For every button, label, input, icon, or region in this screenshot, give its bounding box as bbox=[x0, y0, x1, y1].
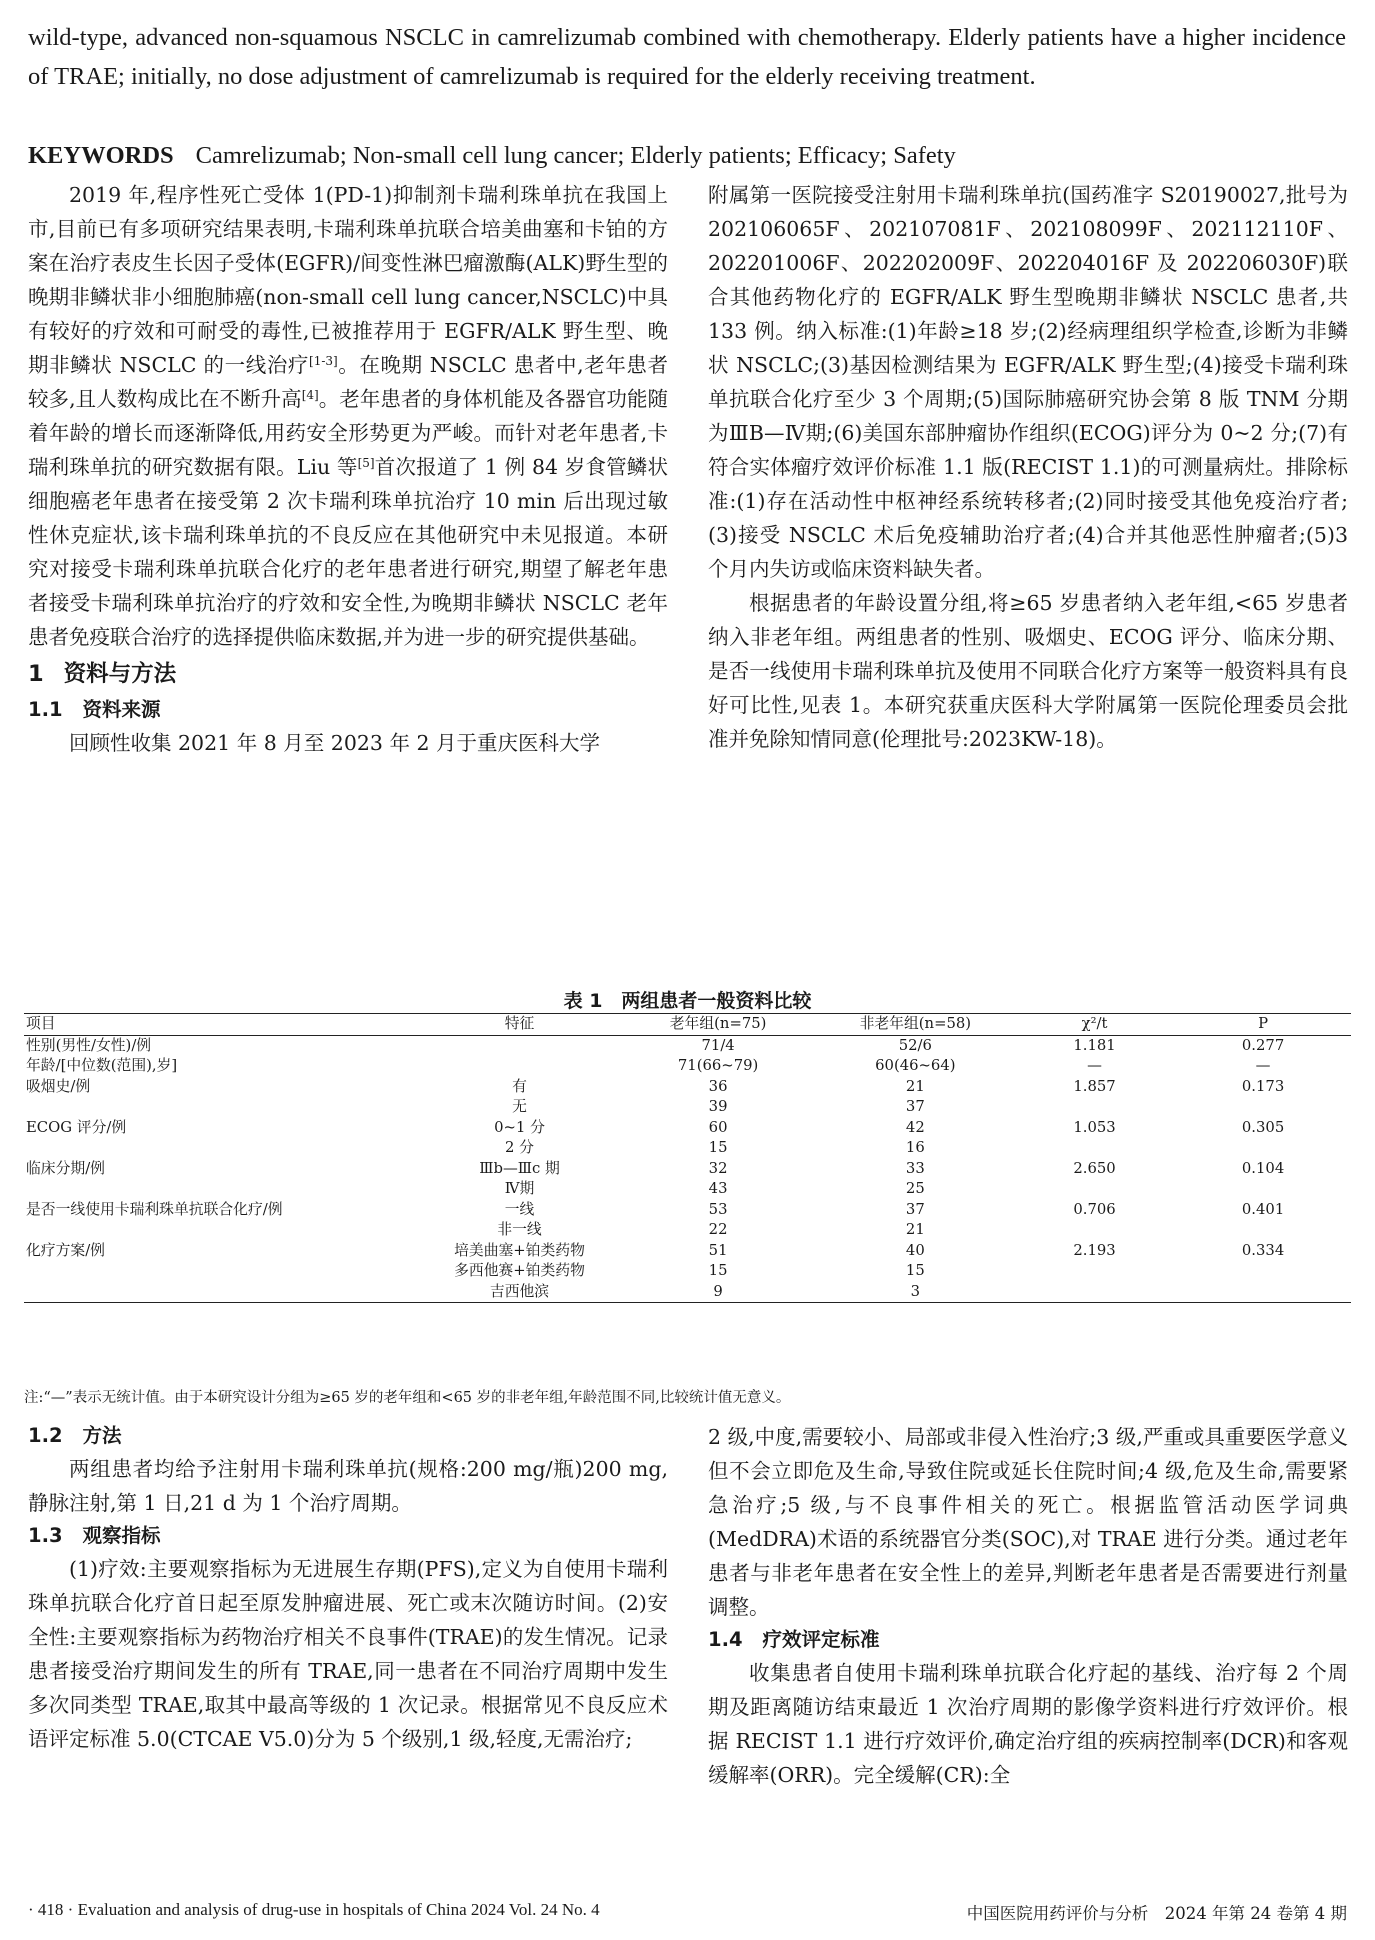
table-row bbox=[24, 1097, 1351, 1118]
table-cell: 42 bbox=[905, 1118, 925, 1136]
table-cell: 21 bbox=[905, 1077, 925, 1095]
paragraph-1-1: 回顾性收集 2021 年 8 月至 2023 年 2 月于重庆医科大学 bbox=[69, 731, 601, 755]
table-row bbox=[24, 1179, 1351, 1200]
table-title: 表 1 两组患者一般资料比较 bbox=[563, 990, 812, 1012]
table-row bbox=[24, 1138, 1351, 1159]
table-cell: ECOG 评分/例 bbox=[26, 1118, 127, 1136]
table-cell bbox=[24, 1261, 420, 1282]
table-cell: 22 bbox=[708, 1221, 728, 1238]
table-cell: 51 bbox=[708, 1241, 728, 1259]
table-cell: 1.181 bbox=[1073, 1036, 1116, 1054]
table-cell: Ⅳ期 bbox=[504, 1180, 535, 1197]
upper-left-column bbox=[28, 178, 668, 760]
section-heading-1-1: 1.1 资料来源 bbox=[28, 698, 161, 721]
table-cell: 60 bbox=[708, 1118, 728, 1136]
col-header: 项目 bbox=[24, 1014, 420, 1036]
col-header: 非老年组(n=58) bbox=[817, 1014, 1014, 1036]
table-cell: 16 bbox=[905, 1139, 925, 1156]
table-cell: 性别(男性/女性)/例 bbox=[26, 1036, 152, 1054]
table-cell: 临床分期/例 bbox=[26, 1159, 105, 1177]
table-cell: 37 bbox=[905, 1200, 925, 1218]
col-header: P bbox=[1175, 1014, 1351, 1036]
table-cell: 非一线 bbox=[497, 1221, 542, 1238]
table-cell bbox=[24, 1220, 420, 1241]
paragraph-ctcae-grades: 2 级,中度,需要较小、局部或非侵入性治疗;3 级,严重或具重要医学意义但不会立即危及生命,导致住院或延长住院时间;4 级,危及生命,需要紧急治疗;5 级,与不良事件相关的死亡。根据监管活动医学词典(MedDRA)术语的系统器官分类(SOC),对 TRAE 进行分类。通过老年患者与非老年患者在安全性上的差异,判断老年患者是否需要进行剂量调整。 bbox=[708, 1425, 1348, 1619]
keywords-label: KEYWORDS bbox=[28, 142, 174, 169]
table-cell: 0.401 bbox=[1241, 1200, 1285, 1218]
table-cell: 21 bbox=[905, 1221, 925, 1238]
table-cell: 39 bbox=[708, 1098, 728, 1115]
table-cell: 0.104 bbox=[1241, 1159, 1285, 1177]
col-header: 特征 bbox=[420, 1014, 620, 1036]
table-row bbox=[24, 1261, 1351, 1282]
table-cell: 71/4 bbox=[701, 1036, 735, 1054]
col-header: χ²/t bbox=[1014, 1014, 1175, 1036]
table-cell: 32 bbox=[708, 1159, 728, 1177]
table-cell: 15 bbox=[905, 1262, 925, 1279]
table-row bbox=[24, 1159, 1351, 1180]
table-cell: 37 bbox=[905, 1098, 925, 1115]
abstract-tail: wild-type, advanced non-squamous NSCLC in camrelizumab combined with chemotherapy. Elderly patients have a higher incidence of TRAE; initially, no dose adjustment of camrelizumab is required for the elderly receiving treatment. bbox=[28, 24, 1346, 90]
table-cell: 化疗方案/例 bbox=[26, 1241, 105, 1259]
table-cell: 15 bbox=[708, 1139, 728, 1156]
table-cell: 52/6 bbox=[898, 1036, 932, 1054]
table-1 bbox=[24, 1013, 1351, 1303]
table-cell: 40 bbox=[905, 1241, 925, 1259]
footer-journal-en: · 418 · Evaluation and analysis of drug-use in hospitals of China 2024 Vol. 24 No. 4 bbox=[28, 1900, 600, 1919]
table-cell bbox=[1014, 1097, 1175, 1118]
table-cell: 2.650 bbox=[1073, 1159, 1116, 1177]
table-cell bbox=[1175, 1282, 1351, 1303]
table-cell bbox=[24, 1179, 420, 1200]
table-cell bbox=[24, 1282, 420, 1303]
table-cell bbox=[1014, 1138, 1175, 1159]
table-cell: 15 bbox=[708, 1262, 728, 1279]
table-cell: 年龄/[中位数(范围),岁] bbox=[26, 1057, 178, 1074]
section-heading-1: 1 资料与方法 bbox=[28, 661, 177, 687]
section-heading-1-2: 1.2 方法 bbox=[28, 1424, 122, 1447]
table-cell: 吸烟史/例 bbox=[26, 1077, 91, 1095]
table-cell: 33 bbox=[905, 1159, 925, 1177]
table-cell: 0.305 bbox=[1241, 1118, 1285, 1136]
table-row bbox=[24, 1035, 1351, 1056]
table-cell: 是否一线使用卡瑞利珠单抗联合化疗/例 bbox=[26, 1200, 283, 1218]
table-cell: 71(66~79) bbox=[677, 1057, 759, 1074]
intro-paragraph: 2019 年,程序性死亡受体 1(PD-1)抑制剂卡瑞利珠单抗在我国上市,目前已有多项研究结果表明,卡瑞利珠单抗联合培美曲塞和卡铂的方案在治疗表皮生长因子受体(EGFR)/间变性淋巴瘤激酶(ALK)野生型的晚期非鳞状非小细胞肺癌(non-small cell lung cancer,NSCLC)中具有较好的疗效和可耐受的毒性,已被推荐用于 EGFR/ALK 野生型、晚期非鳞状 NSCLC 的一线治疗[1-3]。在晚期 NSCLC 患者中,老年患者较多,且人数构成比在不断升高[4]。老年患者的身体机能及各器官功能随着年龄的增长而逐渐降低,用药安全形势更为严峻。而针对老年患者,卡瑞利珠单抗的研究数据有限。Liu 等[5]首次报道了 1 例 84 岁食管鳞状细胞癌老年患者在接受第 2 次卡瑞利珠单抗治疗 10 min 后出现过敏性休克症状,该卡瑞利珠单抗的不良反应在其他研究中未见报道。本研究对接受卡瑞利珠单抗联合化疗的老年患者进行研究,期望了解老年患者接受卡瑞利珠单抗治疗的疗效和安全性,为晚期非鳞状 NSCLC 老年患者免疫联合治疗的选择提供临床数据,并为进一步的研究提供基础。 bbox=[28, 183, 669, 649]
table-cell bbox=[1014, 1282, 1175, 1303]
table-cell bbox=[1175, 1138, 1351, 1159]
table-row bbox=[24, 1282, 1351, 1303]
table-cell bbox=[420, 1056, 620, 1077]
table-cell bbox=[1014, 1220, 1175, 1241]
table-note: 注:“—”表示无统计值。由于本研究设计分组为≥65 岁的老年组和<65 岁的非老年组,年龄范围不同,比较统计值无意义。 bbox=[24, 1390, 791, 1406]
table-row bbox=[24, 1241, 1351, 1262]
table-cell bbox=[24, 1138, 420, 1159]
lower-left-column bbox=[28, 1420, 668, 1756]
table-cell: 多西他赛+铂类药物 bbox=[454, 1262, 585, 1279]
table-cell: 0.277 bbox=[1241, 1036, 1285, 1054]
table-cell: 0.173 bbox=[1241, 1077, 1285, 1095]
paragraph-1-4: 收集患者自使用卡瑞利珠单抗联合化疗起的基线、治疗每 2 个周期及距离随访结束最近 1 次治疗周期的影像学资料进行疗效评价。根据 RECIST 1.1 进行疗效评价,确定治疗组的疾病控制率(DCR)和客观缓解率(ORR)。完全缓解(CR):全 bbox=[708, 1661, 1348, 1787]
table-cell: 3 bbox=[817, 1282, 1014, 1303]
table-header-row bbox=[24, 1014, 1351, 1036]
table-cell: — bbox=[1255, 1057, 1271, 1074]
table-cell: 60(46~64) bbox=[875, 1057, 956, 1074]
lower-right-column bbox=[708, 1420, 1348, 1792]
table-cell bbox=[24, 1097, 420, 1118]
table-cell: 2.193 bbox=[1073, 1241, 1116, 1259]
table-cell bbox=[420, 1035, 620, 1056]
table-cell: 培美曲塞+铂类药物 bbox=[454, 1241, 585, 1259]
table-cell: Ⅲb—Ⅲc 期 bbox=[479, 1159, 560, 1177]
table-cell: 1.053 bbox=[1073, 1118, 1116, 1136]
table-cell: 0.334 bbox=[1241, 1241, 1285, 1259]
table-cell: 43 bbox=[708, 1180, 728, 1197]
section-heading-1-3: 1.3 观察指标 bbox=[28, 1524, 161, 1547]
table-cell: 9 bbox=[619, 1282, 816, 1303]
keywords-text: Camrelizumab; Non-small cell lung cancer; Elderly patients; Efficacy; Safety bbox=[195, 142, 956, 169]
table-cell: 吉西他滨 bbox=[420, 1282, 620, 1303]
paragraph-grouping: 根据患者的年龄设置分组,将≥65 岁患者纳入老年组,<65 岁患者纳入非老年组。两组患者的性别、吸烟史、ECOG 评分、临床分期、是否一线使用卡瑞利珠单抗及使用不同联合化疗方案等一般资料具有良好可比性,见表 1。本研究获重庆医科大学附属第一医院伦理委员会批准并免除知情同意(伦理批号:2023KW-18)。 bbox=[708, 591, 1348, 751]
table-cell: 有 bbox=[512, 1077, 527, 1095]
table-row bbox=[24, 1056, 1351, 1077]
keywords-line bbox=[28, 139, 1346, 173]
table-row bbox=[24, 1077, 1351, 1098]
table-cell: 53 bbox=[708, 1200, 728, 1218]
table-cell: 无 bbox=[512, 1098, 527, 1115]
table-cell bbox=[1014, 1261, 1175, 1282]
table-cell bbox=[1014, 1179, 1175, 1200]
table-row bbox=[24, 1200, 1351, 1221]
table-cell bbox=[1175, 1179, 1351, 1200]
table-cell: 0.706 bbox=[1073, 1200, 1116, 1218]
table-row bbox=[24, 1220, 1351, 1241]
table-cell: 25 bbox=[905, 1180, 925, 1197]
table-cell: 2 分 bbox=[505, 1139, 534, 1156]
ref-citation: [5] bbox=[357, 456, 375, 470]
table-cell bbox=[1175, 1097, 1351, 1118]
ref-citation: [1-3] bbox=[309, 354, 338, 368]
table-cell bbox=[1175, 1220, 1351, 1241]
col-header: 老年组(n=75) bbox=[619, 1014, 816, 1036]
table-row bbox=[24, 1118, 1351, 1139]
table-cell: 0~1 分 bbox=[494, 1118, 545, 1136]
table-cell bbox=[1175, 1261, 1351, 1282]
section-heading-1-4: 1.4 疗效评定标准 bbox=[708, 1628, 880, 1651]
upper-right-column bbox=[708, 178, 1348, 756]
ref-citation: [4] bbox=[301, 388, 319, 402]
paragraph-1-2: 两组患者均给予注射用卡瑞利珠单抗(规格:200 mg/瓶)200 mg,静脉注射,第 1 日,21 d 为 1 个治疗周期。 bbox=[28, 1457, 668, 1515]
footer-journal-cn: 中国医院用药评价与分析 2024 年第 24 卷第 4 期 bbox=[966, 1904, 1347, 1923]
table-cell: 36 bbox=[708, 1077, 728, 1095]
table-cell: 一线 bbox=[504, 1200, 535, 1218]
paragraph-1-3: (1)疗效:主要观察指标为无进展生存期(PFS),定义为自使用卡瑞利珠单抗联合化疗首日起至原发肿瘤进展、死亡或末次随访时间。(2)安全性:主要观察指标为药物治疗相关不良事件(TRAE)的发生情况。记录患者接受治疗期间发生的所有 TRAE,同一患者在不同治疗周期中发生多次同类型 TRAE,取其中最高等级的 1 次记录。根据常见不良反应术语评定标准 5.0(CTCAE V5.0)分为 5 个级别,1 级,轻度,无需治疗; bbox=[28, 1557, 668, 1751]
paragraph-inclusion-criteria: 附属第一医院接受注射用卡瑞利珠单抗(国药准字 S20190027,批号为 202106065F、202107081F、202108099F、202112110F、202201006F、202202009F、202204016F 及 202206030F)联合其他药物化疗的 EGFR/ALK 野生型晚期非鳞状 NSCLC 患者,共 133 例。纳入标准:(1)年龄≥18 岁;(2)经病理组织学检查,诊断为非鳞状 NSCLC;(3)基因检测结果为 EGFR/ALK 野生型;(4)接受卡瑞利珠单抗联合化疗至少 3 个周期;(5)国际肺癌研究协会第 8 版 TNM 分期为ⅢB—Ⅳ期;(6)美国东部肿瘤协作组织(ECOG)评分为 0~2 分;(7)有符合实体瘤疗效评价标准 1.1 版(RECIST 1.1)的可测量病灶。排除标准:(1)存在活动性中枢神经系统转移者;(2)同时接受其他免疫治疗者;(3)接受 NSCLC 术后免疫辅助治疗者;(4)合并其他恶性肿瘤者;(5)3 个月内失访或临床资料缺失者。 bbox=[708, 183, 1348, 581]
table-cell: 1.857 bbox=[1073, 1077, 1116, 1095]
table-cell: — bbox=[1087, 1057, 1102, 1074]
